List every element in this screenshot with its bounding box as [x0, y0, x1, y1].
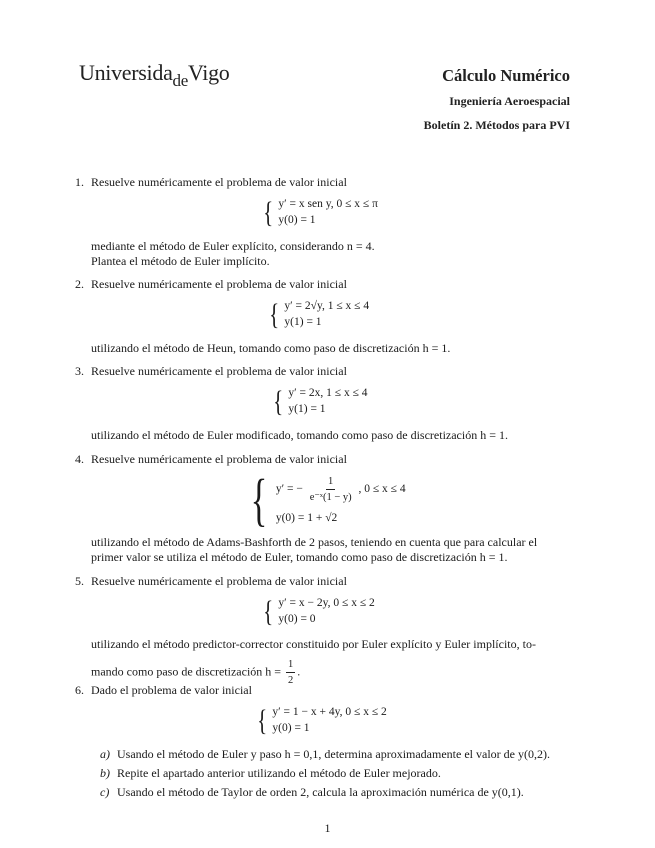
- problem-text: [91, 637, 581, 688]
- sub-item-text: Usando el método de Taylor de orden 2, calcula la aproximación numérica de y(0,1).: [117, 785, 524, 799]
- problem-number: 4.: [75, 452, 84, 466]
- problem-text: [91, 535, 581, 565]
- sub-item-text: Repite el apartado anterior utilizando el método de Euler mejorado.: [117, 766, 441, 780]
- problem-number: 1.: [75, 175, 84, 189]
- equation-1-rhs: , 0 ≤ x ≤ 4: [358, 483, 406, 496]
- problem-number: 6.: [75, 683, 84, 697]
- page-number: 1: [324, 821, 331, 835]
- equation-system: [255, 705, 387, 736]
- text-line-end: .: [297, 664, 301, 679]
- problem-statement: Resuelve numéricamente el problema de valor inicial: [91, 277, 347, 291]
- equation-1: y′ = x − 2y, 0 ≤ x ≤ 2: [278, 597, 375, 609]
- sub-item-text: Usando el método de Euler y paso h = 0,1, determina aproximadamente el valor de y(0,2).: [117, 747, 550, 761]
- sub-item-label: b): [100, 766, 110, 780]
- fraction-denominator: 2: [288, 675, 294, 686]
- left-brace: {: [263, 195, 274, 229]
- text-line: primer valor se utiliza el método de Euler, tomando como paso de discretización h = 1.: [91, 550, 508, 564]
- logo-de-text: de: [172, 71, 188, 90]
- problem-text: [91, 239, 581, 269]
- equation-system: [261, 596, 375, 627]
- left-brace: {: [269, 297, 280, 331]
- text-line: utilizando el método predictor-corrector constituido por Euler explícito y Euler implícito, to-: [91, 637, 536, 651]
- sheet-title: Boletín 2. Métodos para PVI: [423, 118, 570, 132]
- equation-system: [261, 197, 378, 228]
- equation-1: [276, 474, 406, 505]
- problem-text: [91, 341, 581, 356]
- equation-1: y′ = 2√y, 1 ≤ x ≤ 4: [284, 300, 370, 312]
- degree-title: Ingeniería Aeroespacial: [449, 94, 570, 108]
- left-brace: {: [263, 594, 274, 628]
- equation-1: y′ = x sen y, 0 ≤ x ≤ π: [278, 198, 378, 210]
- sub-item-a: [100, 747, 550, 762]
- fraction-numerator: 1: [326, 474, 335, 490]
- equation-2: y(1) = 1: [284, 316, 322, 328]
- sub-item-b: [100, 766, 441, 781]
- problem-statement: Dado el problema de valor inicial: [91, 683, 252, 697]
- left-brace: {: [250, 467, 268, 532]
- problem-number: 5.: [75, 574, 84, 588]
- equation-2: y(0) = 1 + √2: [275, 512, 338, 524]
- equation-2: y(1) = 1: [288, 403, 326, 415]
- problem-number: 2.: [75, 277, 84, 291]
- problem-statement: Resuelve numéricamente el problema de valor inicial: [91, 364, 347, 378]
- course-title: Cálculo Numérico: [442, 66, 570, 85]
- equation-1-fraction: [308, 474, 354, 505]
- sub-item-label: a): [100, 747, 110, 761]
- equation-system: [267, 299, 369, 330]
- problem-statement: Resuelve numéricamente el problema de valor inicial: [91, 574, 347, 588]
- equation-1-lhs: y′ = −: [275, 483, 303, 496]
- university-logo: [79, 60, 230, 90]
- equation-system: [271, 386, 368, 417]
- text-line: utilizando el método de Euler modificado, tomando como paso de discretización h = 1.: [91, 428, 508, 442]
- text-line-start: mando como paso de discretización h =: [91, 664, 282, 679]
- equation-2: y(0) = 1: [272, 722, 310, 734]
- problem-number: 3.: [75, 364, 84, 378]
- step-fraction: [286, 657, 295, 688]
- text-line: mediante el método de Euler explícito, considerando n = 4.: [91, 239, 375, 253]
- text-line: Plantea el método de Euler implícito.: [91, 254, 270, 268]
- fraction-denominator: e⁻ˣ(1 − y): [309, 492, 352, 503]
- equation-2: y(0) = 1: [278, 214, 316, 226]
- fraction-numerator: 1: [286, 657, 295, 673]
- logo-main-text: Universida: [79, 60, 173, 85]
- problem-text: [91, 428, 581, 443]
- sub-item-label: c): [100, 785, 110, 799]
- equation-1: y′ = 1 − x + 4y, 0 ≤ x ≤ 2: [272, 706, 387, 718]
- sub-item-c: [100, 785, 524, 800]
- left-brace: {: [257, 703, 268, 737]
- equation-1: y′ = 2x, 1 ≤ x ≤ 4: [288, 387, 368, 399]
- problem-statement: Resuelve numéricamente el problema de valor inicial: [91, 175, 347, 189]
- logo-end-text: Vigo: [187, 60, 230, 85]
- equation-2: y(0) = 0: [278, 613, 316, 625]
- problem-statement: Resuelve numéricamente el problema de valor inicial: [91, 452, 347, 466]
- equation-system: [245, 467, 406, 532]
- text-line: utilizando el método de Adams-Bashforth de 2 pasos, teniendo en cuenta que para calcular el: [91, 535, 538, 549]
- left-brace: {: [273, 384, 284, 418]
- text-line: utilizando el método de Heun, tomando como paso de discretización h = 1.: [91, 341, 451, 355]
